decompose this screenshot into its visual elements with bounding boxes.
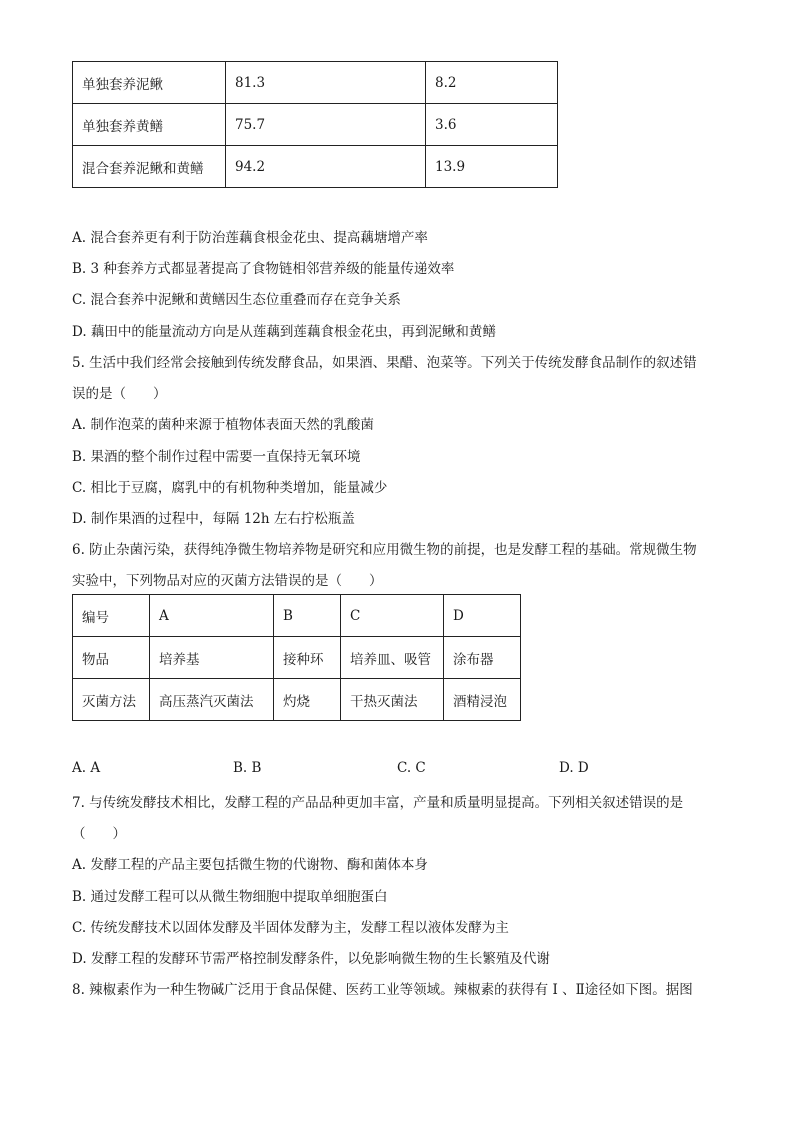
q6-stem: 6. 防止杂菌污染，获得纯净微生物培养物是研究和应用微生物的前提，也是发酵工程的基础。常规微生物	[72, 542, 697, 558]
q7-stem-continued: （ ）	[72, 826, 126, 842]
q6-options	[72, 760, 732, 778]
q6-option-b: B. B	[233, 760, 262, 776]
q4-option-d: D. 藕田中的能量流动方向是从莲藕到莲藕食根金花虫，再到泥鳅和黄鳝	[72, 324, 496, 340]
q4-option-a: A. 混合套养更有利于防治莲藕食根金花虫、提高藕塘增产率	[72, 230, 428, 246]
q5-option-c: C. 相比于豆腐，腐乳中的有机物种类增加，能量减少	[72, 480, 388, 496]
table-cell: 培养基	[150, 637, 274, 679]
table-cell: 单独套养泥鳅	[73, 62, 226, 104]
table-row	[73, 637, 521, 679]
q7-option-d: D. 发酵工程的发酵环节需严格控制发酵条件，以免影响微生物的生长繁殖及代谢	[72, 951, 550, 967]
table-cell: A	[150, 595, 274, 637]
table-cell: C	[341, 595, 444, 637]
table-cell: 编号	[73, 595, 150, 637]
table-cell: D	[444, 595, 521, 637]
table-cell: 干热灭菌法	[341, 679, 444, 721]
table-cell: 培养皿、吸管	[341, 637, 444, 679]
table-cell: 混合套养泥鳅和黄鳝	[73, 146, 226, 188]
table-cell: 单独套养黄鳝	[73, 104, 226, 146]
q7-option-c: C. 传统发酵技术以固体发酵及半固体发酵为主，发酵工程以液体发酵为主	[72, 920, 509, 936]
table-row	[73, 104, 558, 146]
q6-option-a: A. A	[72, 760, 101, 776]
table-cell: 3.6	[426, 104, 558, 146]
q6-option-c: C. C	[397, 760, 426, 776]
q4-option-b: B. 3 种套养方式都显著提高了食物链相邻营养级的能量传递效率	[72, 261, 455, 277]
q5-option-b: B. 果酒的整个制作过程中需要一直保持无氧环境	[72, 449, 361, 465]
aquaculture-results-table	[72, 61, 558, 188]
q8-stem: 8. 辣椒素作为一种生物碱广泛用于食品保健、医药工业等领域。辣椒素的获得有 Ⅰ 、Ⅱ途径如下图。据图	[72, 982, 693, 998]
table-row	[73, 146, 558, 188]
table-cell: 94.2	[226, 146, 426, 188]
table-row	[73, 595, 521, 637]
table-cell: 涂布器	[444, 637, 521, 679]
table-cell: 物品	[73, 637, 150, 679]
q7-option-b: B. 通过发酵工程可以从微生物细胞中提取单细胞蛋白	[72, 889, 388, 905]
q5-stem: 5. 生活中我们经常会接触到传统发酵食品，如果酒、果醋、泡菜等。下列关于传统发酵食品制作的叙述错	[72, 355, 697, 371]
table-cell: 灼烧	[274, 679, 341, 721]
table-cell: 8.2	[426, 62, 558, 104]
q5-option-a: A. 制作泡菜的菌种来源于植物体表面天然的乳酸菌	[72, 417, 374, 433]
table-cell: 灭菌方法	[73, 679, 150, 721]
table-cell: B	[274, 595, 341, 637]
q6-option-d: D. D	[559, 760, 589, 776]
table-cell: 酒精浸泡	[444, 679, 521, 721]
q5-stem-continued: 误的是（ ）	[72, 386, 167, 402]
table-row	[73, 62, 558, 104]
q7-stem: 7. 与传统发酵技术相比，发酵工程的产品品种更加丰富，产量和质量明显提高。下列相关叙述错误的是	[72, 795, 684, 811]
q5-option-d: D. 制作果酒的过程中，每隔 12h 左右拧松瓶盖	[72, 511, 355, 527]
sterilization-table	[72, 594, 521, 721]
table-cell: 高压蒸汽灭菌法	[150, 679, 274, 721]
q7-option-a: A. 发酵工程的产品主要包括微生物的代谢物、酶和菌体本身	[72, 857, 428, 873]
table-cell: 75.7	[226, 104, 426, 146]
table-cell: 81.3	[226, 62, 426, 104]
table-row	[73, 679, 521, 721]
table-cell: 13.9	[426, 146, 558, 188]
table-cell: 接种环	[274, 637, 341, 679]
q4-option-c: C. 混合套养中泥鳅和黄鳝因生态位重叠而存在竞争关系	[72, 292, 401, 308]
q6-stem-continued: 实验中，下列物品对应的灭菌方法错误的是（ ）	[72, 573, 383, 589]
